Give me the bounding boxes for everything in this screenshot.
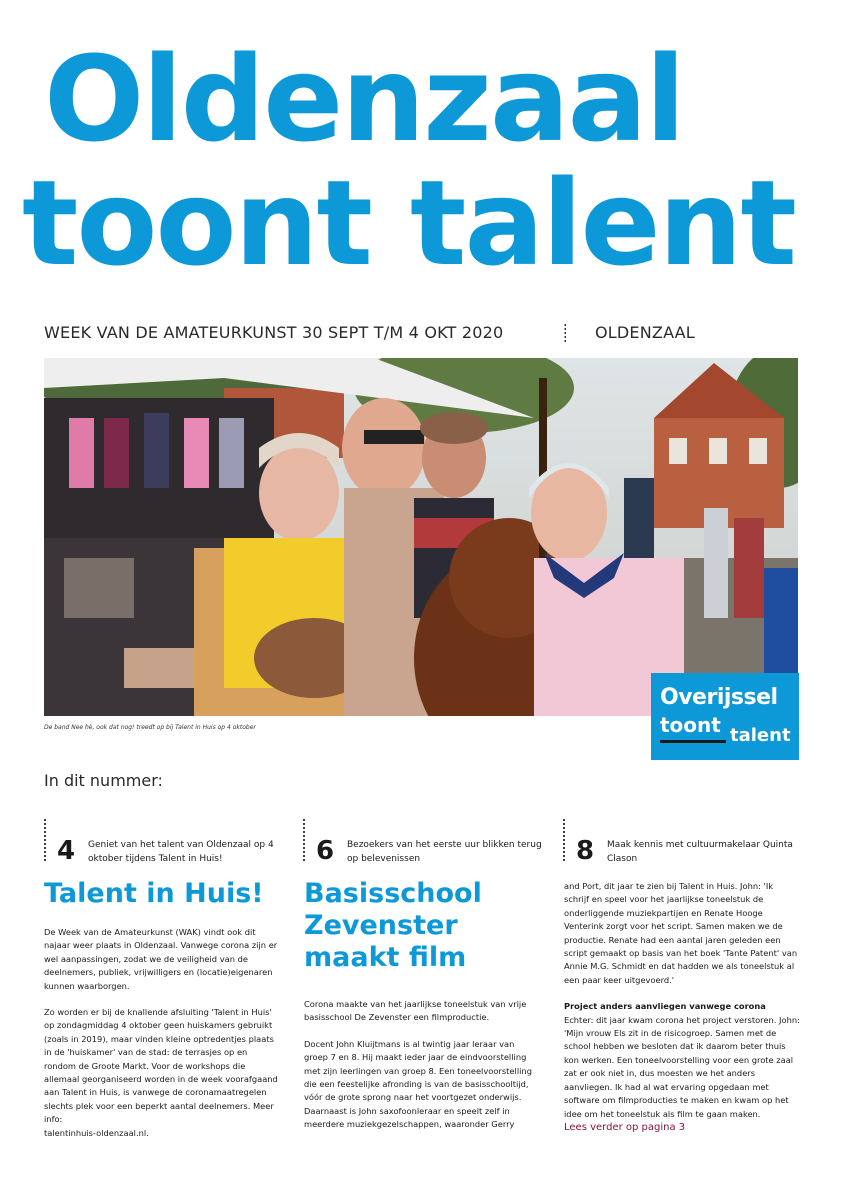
masthead-line-1: Oldenzaal (44, 30, 684, 168)
paragraph: Echter: dit jaar kwam corona het project verstoren. John: 'Mijn vrouw Els zit in de risicogroep. Samen met de school hebben we besloten dat ik daarom beter thuis kon werken. Een toneelvoorstelling voor een grote zaal zat er ook niet in, dus moesten we het anders aanvliegen. Ik had al wat ervaring opgedaan met software om filmproducties te maken en kwam op het idee om het toneelstuk als film te gaan maken. (564, 1014, 800, 1119)
toc-page-number: 6 (316, 836, 335, 866)
event-dates: WEEK VAN DE AMATEURKUNST 30 SEPT T/M 4 OKT 2020 (44, 323, 504, 342)
dotted-divider (564, 323, 566, 343)
logo-line-1: Overijssel (660, 685, 778, 710)
cover-photo-illustration (44, 358, 798, 716)
article-title-basisschool: Basisschool Zevenster maakt film (304, 878, 482, 973)
dotted-divider (563, 818, 565, 862)
logo-underline (660, 740, 726, 743)
paragraph: Docent John Kluijtmans is al twintig jaar leraar van groep 7 en 8. Hij maakt ieder jaar de eindvoorstelling met zijn leerlingen van groep 8. Een toneelvoorstelling die een feestelijke afronding is van de basisschooltijd, vóór de grote sprong naar het voortgezet onderwijs. Daarnaast is John saxofoonleraar en speelt zelf in meerdere muziekgezelschappen, waaronder Gerry (304, 1038, 532, 1130)
article-body-basisschool (304, 998, 540, 1145)
website-link[interactable]: talentinhuis-oldenzaal.nl. (44, 1127, 149, 1138)
continue-reading-link[interactable]: Lees verder op pagina 3 (564, 1121, 686, 1133)
paragraph (44, 1006, 280, 1140)
cover-photo (44, 358, 798, 716)
toc-page-number: 8 (576, 836, 595, 866)
paragraph: De Week van de Amateurkunst (WAK) vindt ook dit najaar weer plaats in Oldenzaal. Vanwege corona zijn er wel aanpassingen, zodat we de veiligheid van de deelnemers, publiek, vrijwilligers en (locatie)eigenaren kunnen waarborgen. (44, 927, 278, 991)
toc-teaser: Bezoekers van het eerste uur blikken terug op belevenissen (347, 840, 542, 864)
article-body-talent-in-huis (44, 926, 280, 1153)
intro-paragraph: Corona maakte van het jaarlijkse toneelstuk van vrije basisschool De Zevenster een filmproductie. (304, 999, 527, 1023)
logo-line-2: toont (660, 713, 721, 737)
dotted-divider (44, 818, 46, 862)
dotted-divider (303, 818, 305, 862)
photo-caption: De band Nee hè, ook dat nog! treedt op bij Talent in Huis op 4 oktober (44, 724, 256, 731)
article-body-continued (564, 880, 800, 1134)
city-label: OLDENZAAL (595, 323, 695, 342)
toc-heading: In dit nummer: (44, 771, 163, 790)
overijssel-toont-talent-logo (651, 673, 799, 760)
toc-teaser: Maak kennis met cultuurmakelaar Quinta Clason (607, 840, 793, 864)
paragraph-text: Zo worden er bij de knallende afsluiting 'Talent in Huis' op zondagmiddag 4 oktober geen huiskamers gebruikt (zoals in 2019), maar vinden kleine optredentjes plaats in de 'huiskamer' van de stad: de terrasjes op en rondom de Groote Markt. Voor de workshops die allemaal georganiseerd worden in de week voorafgaand aan Talent in Huis, is vanwege de coronamaatregelen slechts plek voor een beperkt aantal deelnemers. Meer info: (44, 1007, 278, 1125)
toc-teaser: Geniet van het talent van Oldenzaal op 4 oktober tijdens Talent in Huis! (88, 840, 274, 864)
toc-page-number: 4 (57, 836, 76, 866)
paragraph: and Port, dit jaar te zien bij Talent in Huis. John: 'Ik schrijf en speel voor het jaarlijkse toneelstuk de onderliggende muziekpartijen en Renate Hooge Venterink zorgt voor het script. Samen maken we de productie. Renate had een aantal jaren geleden een script gemaakt op basis van het boek 'Tante Patent' van Annie M.G. Schmidt en dat hadden we als toneelstuk al een paar keer uitgevoerd.' (564, 881, 798, 985)
article-title-talent-in-huis: Talent in Huis! (44, 878, 264, 909)
masthead-line-2: toont talent (22, 154, 795, 292)
logo-line-3: talent (730, 725, 791, 746)
section-subtitle: Project anders aanvliegen vanwege corona (564, 1001, 766, 1012)
edition-subhead (44, 323, 804, 343)
